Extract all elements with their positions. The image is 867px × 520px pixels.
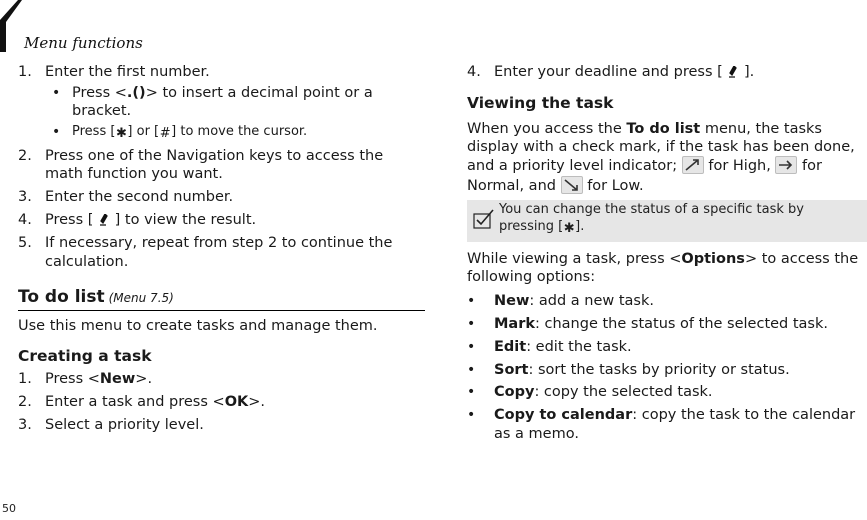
note-text: You can change the status of a specific task by pressing [✱]. — [499, 202, 804, 236]
bullet-dot: • — [52, 124, 61, 140]
step-number: 3. — [18, 189, 32, 205]
paragraph-line: When you access the To do list menu, the tasks — [467, 121, 822, 137]
option-item: Copy: copy the selected task. — [494, 384, 713, 400]
option-item: Copy to calendar: copy the task to the calendar — [494, 407, 856, 423]
ok-key-icon — [727, 66, 739, 80]
step-number: 5. — [18, 235, 32, 251]
section-divider — [18, 310, 425, 311]
step-number: 4. — [467, 64, 481, 80]
ok-key-icon — [98, 214, 110, 228]
step-number: 2. — [18, 394, 32, 410]
paragraph-line: display with a check mark, if the task has been done, — [467, 139, 855, 155]
step-text: Enter your deadline and press [ ]. — [494, 64, 755, 80]
step-text: Enter the first number. — [45, 64, 210, 80]
step-text: Enter the second number. — [45, 189, 234, 205]
step-number: 1. — [18, 371, 32, 387]
step-text-continued: math function you want. — [45, 166, 223, 182]
bullet-dot: • — [467, 407, 476, 423]
subsection-title: Viewing the task — [467, 94, 614, 112]
step-text: Press one of the Navigation keys to access the — [45, 148, 384, 164]
step-text: Enter a task and press <OK>. — [45, 394, 266, 410]
intro-text: Use this menu to create tasks and manage them. — [18, 318, 378, 334]
page-number: 50 — [2, 502, 16, 515]
hash-key-icon: # — [159, 126, 171, 141]
step-number: 4. — [18, 212, 32, 228]
star-key-icon: ✱ — [115, 126, 127, 141]
star-key-icon: ✱ — [563, 221, 575, 236]
step-number: 2. — [18, 148, 32, 164]
bullet-dot: • — [52, 85, 61, 101]
step-text: Press [ ] to view the result. — [45, 212, 257, 228]
high-priority-icon — [682, 156, 704, 174]
bullet-dot: • — [467, 293, 476, 309]
bullet-dot: • — [467, 339, 476, 355]
paragraph-line: following options: — [467, 269, 596, 285]
option-item-continued: as a memo. — [494, 426, 579, 442]
note-box — [467, 200, 867, 242]
checkmark-note-icon — [473, 209, 495, 229]
step-text: Press <New>. — [45, 371, 153, 387]
header-title: Menu functions — [24, 34, 143, 52]
low-priority-icon — [561, 176, 583, 194]
normal-priority-icon — [775, 156, 797, 174]
section-title: To do list (Menu 7.5) — [18, 287, 174, 307]
bullet-dot: • — [467, 362, 476, 378]
bullet-text: Press <.()> to insert a decimal point or a — [72, 85, 373, 101]
step-number: 3. — [18, 417, 32, 433]
section-menu-ref: (Menu 7.5) — [108, 291, 174, 305]
bullet-dot: • — [467, 316, 476, 332]
header-accent-bar — [0, 0, 22, 52]
step-number: 1. — [18, 64, 32, 80]
step-text: If necessary, repeat from step 2 to continue the — [45, 235, 393, 251]
subsection-title: Creating a task — [18, 347, 152, 365]
bullet-dot: • — [467, 384, 476, 400]
option-item: Sort: sort the tasks by priority or status. — [494, 362, 790, 378]
paragraph-line: Normal, and for Low. — [467, 178, 644, 194]
option-item: New: add a new task. — [494, 293, 654, 309]
option-item: Edit: edit the task. — [494, 339, 632, 355]
step-text-continued: calculation. — [45, 254, 129, 270]
option-item: Mark: change the status of the selected task. — [494, 316, 828, 332]
bullet-text: Press [✱] or [#] to move the cursor. — [72, 124, 308, 141]
paragraph-line: While viewing a task, press <Options> to access the — [467, 251, 859, 267]
step-text: Select a priority level. — [45, 417, 204, 433]
paragraph-line: and a priority level indicator; for High, for — [467, 158, 822, 174]
bullet-text-continued: bracket. — [72, 103, 132, 119]
